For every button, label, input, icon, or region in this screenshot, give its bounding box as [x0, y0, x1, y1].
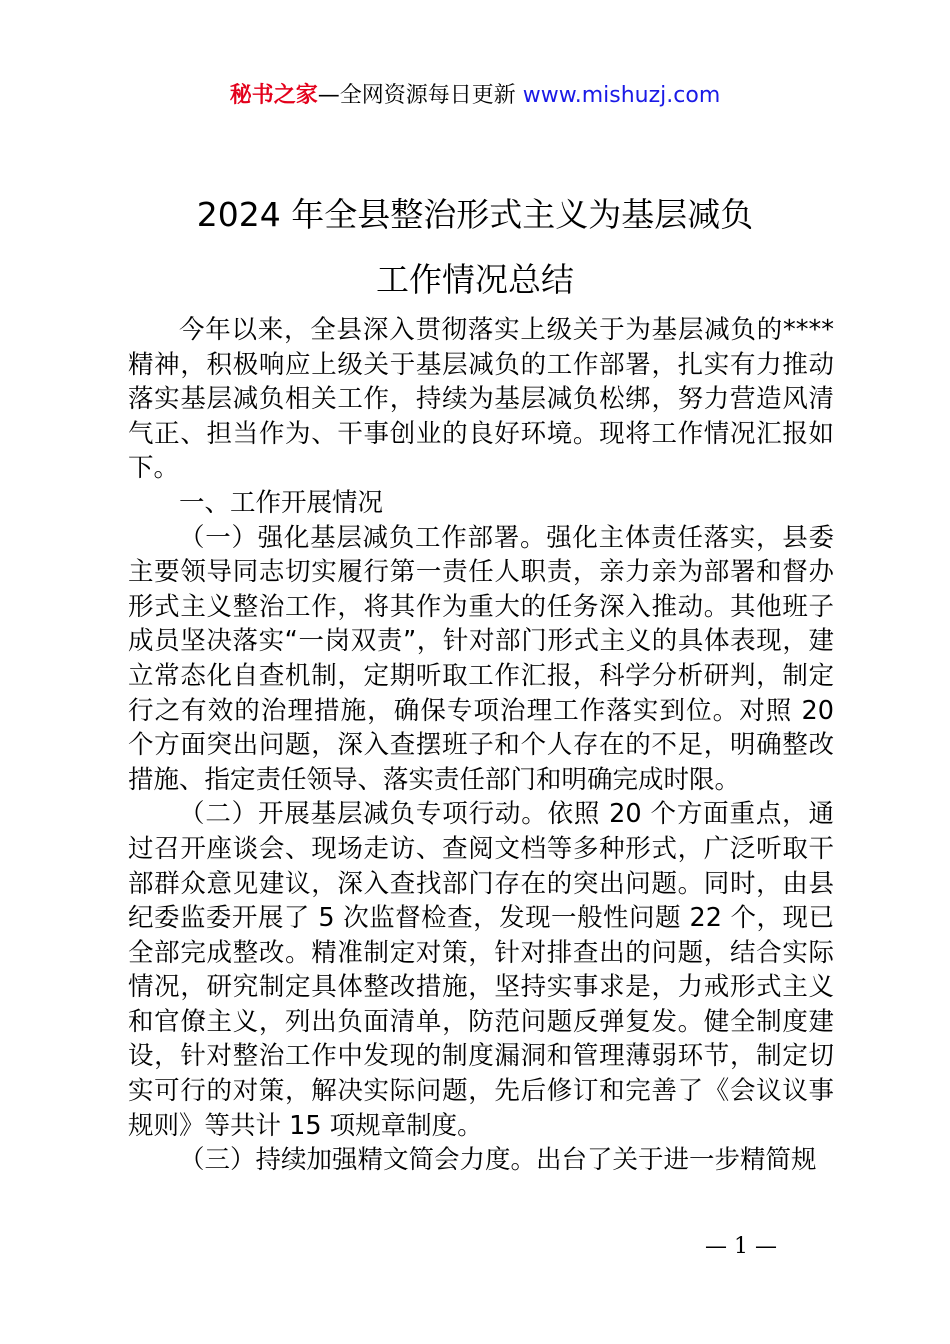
site-header	[0, 80, 950, 112]
document-title-line-2: 工作情况总结	[376, 260, 574, 299]
site-url[interactable]: www.mishuzj.com	[522, 83, 721, 108]
paragraph-item-2: （二）开展基层减负专项行动。依照 20 个方面重点，通过召开座谈会、现场走访、查阅文档等多种形式，广泛听取干部群众意见建议，深入查找部门存在的突出问题。同时，由县纪委监委开展了 5 次监督检查，发现一般性问题 22 个，现已全部完成整改。精准制定对策，针对排查出的问题，结合实际情况，研究制定具体整改措施，坚持实事求是，力戒形式主义和官僚主义，列出负面清单，防范问题反弹复发。健全制度建设，针对整治工作中发现的制度漏洞和管理薄弱环节，制定切实可行的对策，解决实际问题，先后修订和完善了《会议议事规则》等共计 15 项规章制度。	[128, 799, 834, 1141]
paragraph-item-1: （一）强化基层减负工作部署。强化主体责任落实，县委主要领导同志切实履行第一责任人职责，亲力亲为部署和督办形式主义整治工作，将其作为重大的任务深入推动。其他班子成员坚决落实“一岗双责”，针对部门形式主义的具体表现，建立常态化自查机制，定期听取工作汇报，科学分析研判，制定行之有效的治理措施，确保专项治理工作落实到位。对照 20 个方面突出问题，深入查摆班子和个人存在的不足，明确整改措施、指定责任领导、落实责任部门和明确完成时限。	[128, 522, 834, 795]
document-body	[128, 313, 834, 1178]
site-brand: 秘书之家	[229, 83, 318, 108]
section-heading: 一、工作开展情况	[179, 487, 384, 518]
site-tagline: —全网资源每日更新	[317, 83, 516, 108]
document-title-line-1: 2024 年全县整治形式主义为基层减负	[196, 195, 754, 234]
page-number: — 1 —	[705, 1234, 777, 1259]
paragraph-item-3: （三）持续加强精文简会力度。出台了关于进一步精简规	[179, 1145, 817, 1176]
paragraph-intro: 今年以来，全县深入贯彻落实上级关于为基层减负的****精神，积极响应上级关于基层减负的工作部署，扎实有力推动落实基层减负相关工作，持续为基层减负松绑，努力营造风清气正、担当作为、干事创业的良好环境。现将工作情况汇报如下。	[128, 315, 834, 484]
